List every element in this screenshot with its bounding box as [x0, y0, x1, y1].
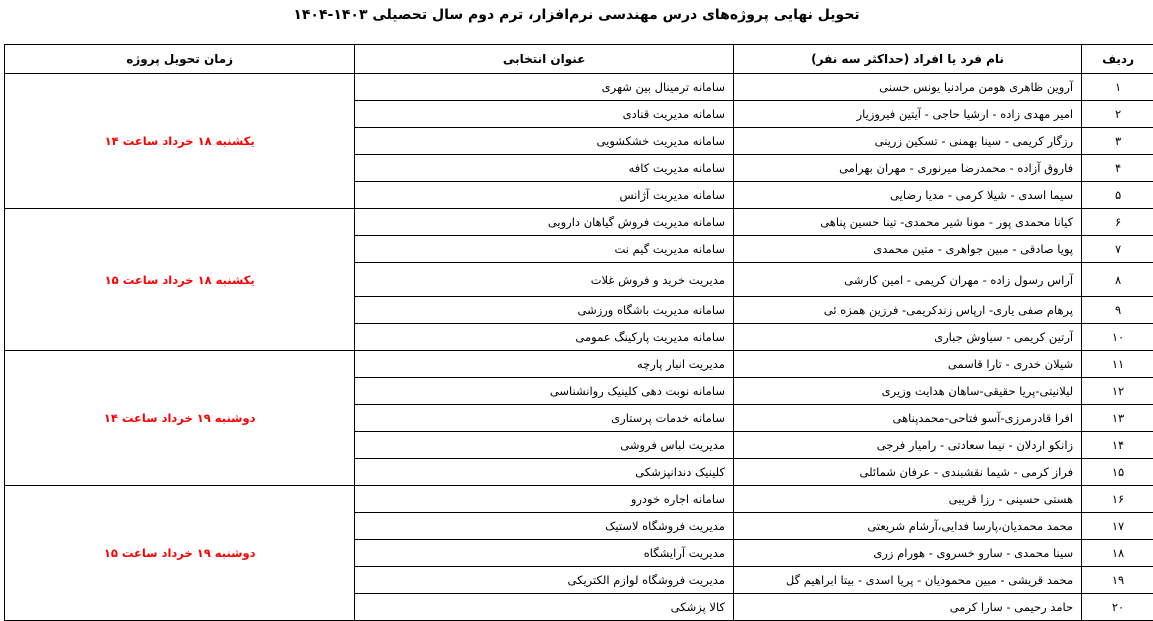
- row-number: ۱۶: [1082, 486, 1153, 513]
- table-row: [5, 351, 1153, 378]
- project-title: سامانه خدمات پرستاری: [355, 405, 734, 432]
- page-title: تحویل نهایی پروژه‌های درس مهندسی نرم‌افزار، ترم دوم سال تحصیلی ۱۴۰۳-۱۴۰۴: [0, 0, 1153, 32]
- row-number: ۸: [1082, 263, 1153, 297]
- team-names: آراس رسول زاده - مهران کریمی - امین کارشی: [733, 263, 1081, 297]
- project-title: سامانه مدیریت کافه: [355, 155, 734, 182]
- project-title: سامانه مدیریت پارکینگ عمومی: [355, 324, 734, 351]
- row-number: ۱۲: [1082, 378, 1153, 405]
- project-title: مدیریت لباس فروشی: [355, 432, 734, 459]
- row-number: ۱۸: [1082, 540, 1153, 567]
- team-names: حامد رحیمی - سارا کرمی: [733, 594, 1081, 621]
- row-number: ۹: [1082, 297, 1153, 324]
- schedule-table: [4, 44, 1153, 621]
- row-number: ۲: [1082, 101, 1153, 128]
- row-number: ۵: [1082, 182, 1153, 209]
- team-names: آرتین کریمی - سیاوش جباری: [733, 324, 1081, 351]
- row-number: ۷: [1082, 236, 1153, 263]
- team-names: شیلان خدری - تارا قاسمی: [733, 351, 1081, 378]
- project-title: کلینیک دندانپزشکی: [355, 459, 734, 486]
- project-title: سامانه اجاره خودرو: [355, 486, 734, 513]
- project-title: سامانه مدیریت خشکشویی: [355, 128, 734, 155]
- project-title: سامانه مدیریت گیم نت: [355, 236, 734, 263]
- team-names: آروین ظاهری هومن مرادنیا یونس حسنی: [733, 74, 1081, 101]
- project-title: سامانه مدیریت قنادی: [355, 101, 734, 128]
- team-names: سینا محمدی - سارو خسروی - هورام زری: [733, 540, 1081, 567]
- team-names: لیلانیتی-پریا حقیقی-ساهان هدایت وزیری: [733, 378, 1081, 405]
- row-number: ۱۱: [1082, 351, 1153, 378]
- row-number: ۲۰: [1082, 594, 1153, 621]
- project-title: سامانه مدیریت آژانس: [355, 182, 734, 209]
- team-names: افرا قادرمرزی-آسو فتاحی-محمدپناهی: [733, 405, 1081, 432]
- team-names: زانکو اردلان - نیما سعادتی - رامیار فرجی: [733, 432, 1081, 459]
- header-project-title: عنوان انتخابی: [355, 45, 734, 74]
- header-delivery-time: زمان تحویل پروژه: [5, 45, 355, 74]
- team-names: هستی حسینی - رزا قریبی: [733, 486, 1081, 513]
- header-row: [5, 45, 1153, 74]
- table-row: [5, 74, 1153, 101]
- row-number: ۱۳: [1082, 405, 1153, 432]
- delivery-slot: یکشنبه ۱۸ خرداد ساعت ۱۵: [5, 209, 355, 351]
- team-names: امیر مهدی زاده - ارشیا حاجی - آیتین فیروزیار: [733, 101, 1081, 128]
- project-title: سامانه مدیریت فروش گیاهان دارویی: [355, 209, 734, 236]
- project-title: مدیریت فروشگاه لوازم الکتریکی: [355, 567, 734, 594]
- project-title: کالا پزشکی: [355, 594, 734, 621]
- row-number: ۶: [1082, 209, 1153, 236]
- table-row: [5, 486, 1153, 513]
- header-names: نام فرد یا افراد (حداکثر سه نفر): [733, 45, 1081, 74]
- header-row-number: ردیف: [1082, 45, 1153, 74]
- row-number: ۱۹: [1082, 567, 1153, 594]
- row-number: ۱۰: [1082, 324, 1153, 351]
- row-number: ۳: [1082, 128, 1153, 155]
- team-names: پرهام صفی یاری- ارپاس زندکریمی- فرزین همزه ئی: [733, 297, 1081, 324]
- project-title: سامانه مدیریت باشگاه ورزشی: [355, 297, 734, 324]
- project-title: سامانه ترمینال بین شهری: [355, 74, 734, 101]
- delivery-slot: یکشنبه ۱۸ خرداد ساعت ۱۴: [5, 74, 355, 209]
- project-title: مدیریت انبار پارچه: [355, 351, 734, 378]
- project-title: سامانه نوبت دهی کلینیک روانشناسی: [355, 378, 734, 405]
- row-number: ۱: [1082, 74, 1153, 101]
- team-names: پویا صادقی - مبین جواهری - متین محمدی: [733, 236, 1081, 263]
- row-number: ۱۵: [1082, 459, 1153, 486]
- table-row: [5, 209, 1153, 236]
- team-names: رزگار کریمی - سینا بهمنی - تسکین زرینی: [733, 128, 1081, 155]
- team-names: محمد محمدیان،پارسا فدایی،آرشام شریعتی: [733, 513, 1081, 540]
- delivery-slot: دوشنبه ۱۹ خرداد ساعت ۱۴: [5, 351, 355, 486]
- team-names: محمد قریشی - مبین محمودیان - پریا اسدی - بیتا ابراهیم گل: [733, 567, 1081, 594]
- row-number: ۱۴: [1082, 432, 1153, 459]
- project-title: مدیریت خرید و فروش غلات: [355, 263, 734, 297]
- delivery-slot: دوشنبه ۱۹ خرداد ساعت ۱۵: [5, 486, 355, 621]
- team-names: فاروق آزاده - محمدرضا میرنوری - مهران بهرامی: [733, 155, 1081, 182]
- team-names: کیانا محمدی پور - مونا شیر محمدی- تینا حسین پناهی: [733, 209, 1081, 236]
- row-number: ۱۷: [1082, 513, 1153, 540]
- row-number: ۴: [1082, 155, 1153, 182]
- project-title: مدیریت فروشگاه لاستیک: [355, 513, 734, 540]
- team-names: سیما اسدی - شیلا کرمی - مدیا رضایی: [733, 182, 1081, 209]
- team-names: فراز کرمی - شیما نقشبندی - عرفان شمائلی: [733, 459, 1081, 486]
- project-title: مدیریت آرایشگاه: [355, 540, 734, 567]
